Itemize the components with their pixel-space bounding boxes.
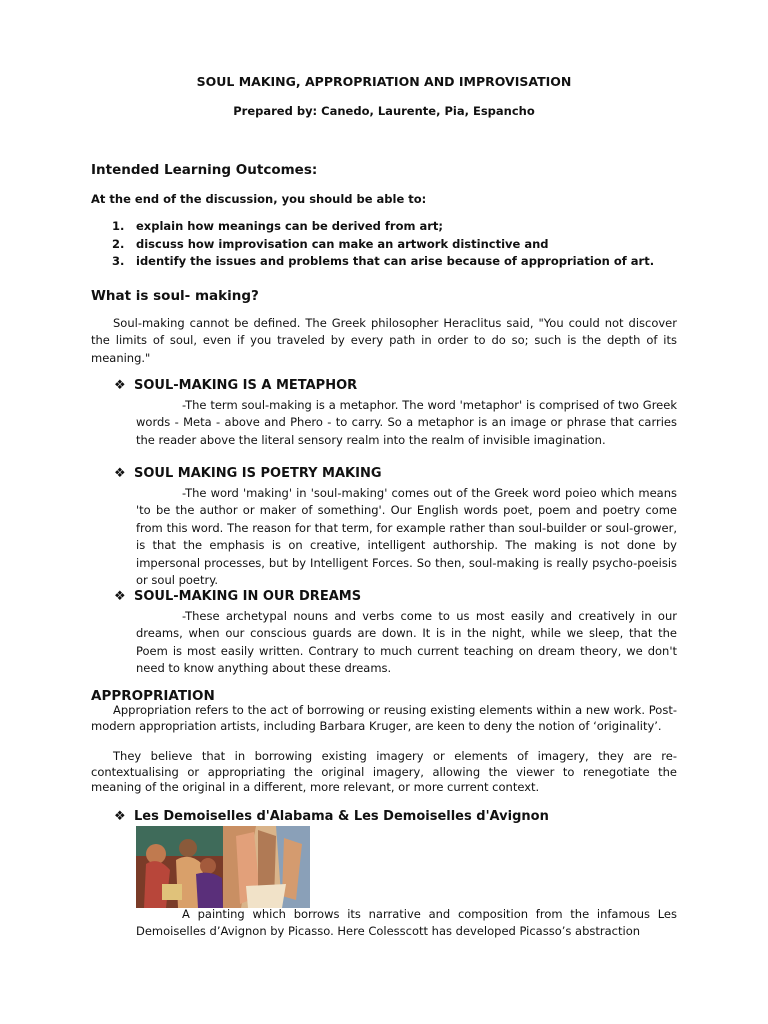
prepared-by: Prepared by: Canedo, Laurente, Pia, Espancho [233,104,535,118]
diamond-bullet-icon: ❖ [114,378,126,393]
appropriation-paragraph-2: They believe that in borrowing existing imagery or elements of imagery, they are re-contextualising or appropriating the original imagery, allowing the viewer to renegotiate the meaning of the original in a different, more relevant, or more current context. [91,749,677,794]
painting-image [136,826,310,908]
appropriation-heading: APPROPRIATION [91,688,215,704]
soul-making-heading: What is soul- making? [91,288,259,304]
list-item: 1. explain how meanings can be derived from art; [112,219,444,233]
diamond-bullet-icon: ❖ [114,589,126,604]
document-title: SOUL MAKING, APPROPRIATION AND IMPROVISATION [196,74,572,89]
diamond-bullet-icon: ❖ [114,466,126,481]
example-heading: ❖ Les Demoiselles d'Alabama & Les Demoiselles d'Avignon [114,809,549,824]
diamond-bullet-icon: ❖ [114,809,126,824]
list-item: 2. discuss how improvisation can make an artwork distinctive and [112,236,549,251]
list-item: 3. identify the issues and problems that can arise because of appropriation of art. [112,254,655,268]
outcomes-list [112,218,654,271]
section-heading-metaphor: ❖ SOUL-MAKING IS A METAPHOR [114,378,358,393]
outcomes-heading: Intended Learning Outcomes: [91,162,318,178]
outcomes-intro: At the end of the discussion, you should be able to: [91,192,427,206]
soul-making-intro: Soul-making cannot be defined. The Greek philosopher Heraclitus said, "You could not discover the limits of soul, even if you traveled by every path in order to do so; such is the depth of its meaning." [91,316,677,365]
section-body-metaphor: -The term soul-making is a metaphor. The word 'metaphor' is comprised of two Greek words - Meta - above and Phero - to carry. So a metaphor is an image or phrase that carries the reader above the literal sensory realm into the realm of invisible imagination. [136,398,677,447]
painting-caption: A painting which borrows its narrative and composition from the infamous Les Demoiselles d’Avignon by Picasso. Here Colesscott has developed Picasso’s abstraction [136,907,677,939]
section-heading-poetry: ❖ SOUL MAKING IS POETRY MAKING [114,466,382,481]
section-body-dreams: -These archetypal nouns and verbs come to us most easily and creatively in our dreams, when our conscious guards are down. It is in the night, while we sleep, that the Poem is most easily written. Contrary to much current teaching on dream theory, we don't need to know anything about these dreams. [136,609,677,676]
section-heading-dreams: ❖ SOUL-MAKING IN OUR DREAMS [114,589,362,604]
appropriation-paragraph-1: Appropriation refers to the act of borrowing or reusing existing elements within a new work. Post-modern appropriation artists, including Barbara Kruger, are keen to deny the notion of ‘originality’. [91,703,677,733]
painting-illustration [136,826,310,908]
section-body-poetry: -The word 'making' in 'soul-making' comes out of the Greek word poieo which means 'to be the author or maker of something'. Our English words poet, poem and poetry come from this word. The reason for that term, for example rather than soul-builder or soul-grower, is that the emphasis is on creative, intelligent authorship. The making is not done by impersonal processes, but by Intelligent Forces. So then, soul-making is really psycho-poeisis or soul poetry. [136,486,677,588]
